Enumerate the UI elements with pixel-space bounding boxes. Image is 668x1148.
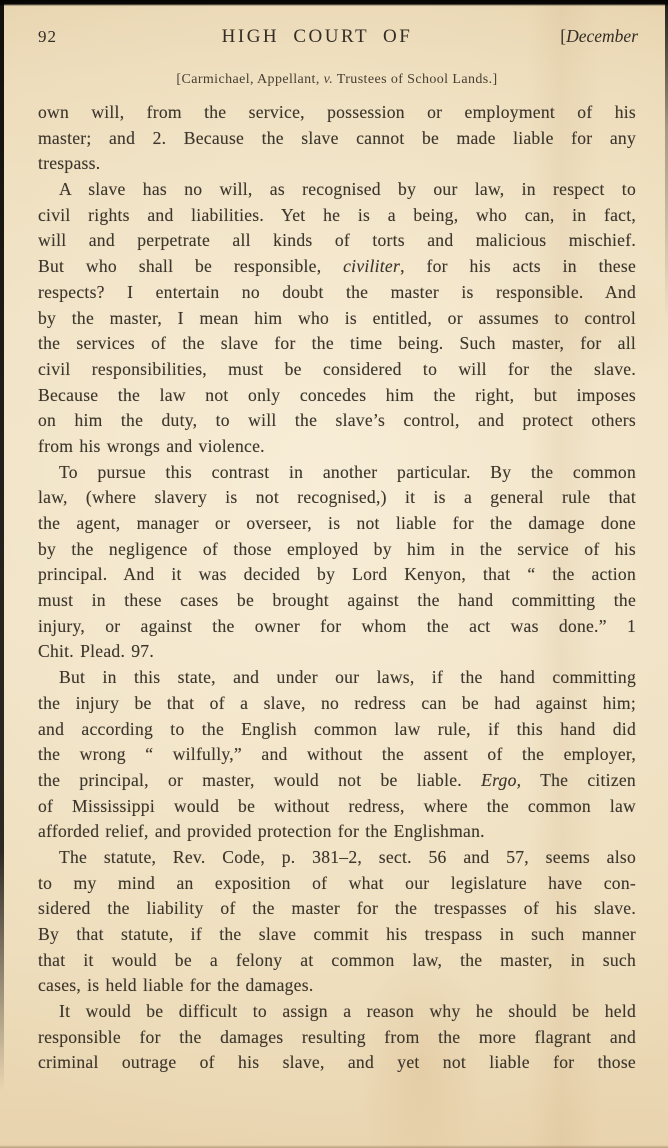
- text-segment: the wrong “ wilfully,” and without the assent of the employer,: [38, 744, 636, 765]
- italic-text: v.: [323, 72, 334, 87]
- text-segment: must in these cases be brought against the hand committing the: [38, 590, 636, 611]
- text-segment: the services of the slave for the time being. Such master, for all: [38, 333, 636, 354]
- text-line: [38, 511, 636, 537]
- text-segment: But who shall be responsible,: [38, 256, 344, 277]
- paragraph: [38, 845, 636, 999]
- text-line: [38, 1025, 636, 1051]
- text-segment: respects? I entertain no doubt the master is responsible. And: [38, 281, 636, 302]
- text-line: [38, 280, 636, 306]
- text-line: [38, 383, 636, 409]
- text-segment: The citizen: [521, 769, 636, 790]
- text-segment: trespass.: [38, 153, 101, 174]
- text-line: [38, 768, 636, 794]
- text-line: [38, 845, 636, 871]
- paragraph: [38, 999, 636, 1076]
- text-line: [38, 999, 636, 1025]
- text-line: [38, 100, 636, 126]
- text-line: [38, 1050, 636, 1076]
- text-line: [38, 485, 636, 511]
- text-line: [38, 537, 636, 563]
- text-segment: principal. And it was decided by Lord Kenyon, that “ the action: [38, 564, 636, 585]
- text-segment: injury, or against the owner for whom the act was done.” 1: [38, 615, 636, 636]
- text-line: [38, 434, 636, 460]
- text-segment: on him the duty, to will the slave’s control, and protect others: [38, 410, 636, 431]
- text-segment: the principal, or master, would not be liable.: [38, 769, 482, 790]
- text-segment: cases, is held liable for the damages.: [38, 975, 314, 996]
- text-line: [38, 254, 636, 280]
- paragraph: [38, 665, 636, 845]
- text-line: [38, 871, 636, 897]
- text-segment: afforded relief, and provided protection for the Englishman.: [38, 821, 485, 842]
- text-line: [38, 460, 636, 486]
- text-segment: sidered the liability of the master for the trespasses of his slave.: [38, 898, 636, 919]
- text-segment: To pursue this contrast in another particular. By the common: [59, 461, 636, 482]
- text-segment: criminal outrage of his slave, and yet not liable for those: [38, 1052, 636, 1073]
- text-segment: responsible for the damages resulting from the more flagrant and: [38, 1026, 636, 1047]
- text-line: [38, 973, 636, 999]
- text-segment: But in this state, and under our laws, if the hand committing: [59, 667, 636, 688]
- text-segment: Trustees of School Lands.]: [333, 72, 498, 87]
- date-marker: [534, 26, 638, 47]
- text-segment: by the master, I mean him who is entitled, or assumes to control: [38, 307, 636, 328]
- text-line: [38, 742, 636, 768]
- text-segment: by the negligence of those employed by him in the service of his: [38, 538, 636, 559]
- text-line: [38, 691, 636, 717]
- text-segment: [: [560, 26, 567, 46]
- scan-edge-left: [0, 0, 4, 1091]
- text-line: [38, 665, 636, 691]
- text-segment: law, (where slavery is not recognised,) it is a general rule that: [38, 487, 636, 508]
- text-segment: A slave has no will, as recognised by our law, in respect to: [59, 179, 636, 200]
- text-line: [38, 896, 636, 922]
- text-line: [38, 922, 636, 948]
- text-line: [38, 331, 636, 357]
- text-segment: Because the law not only concedes him the right, but imposes: [38, 384, 636, 405]
- text-segment: [Carmichael, Appellant,: [176, 72, 324, 87]
- scan-edge-top: [0, 0, 668, 6]
- text-segment: By that statute, if the slave commit his trespass in such manner: [38, 924, 636, 944]
- text-segment: that it would be a felony at common law, the master, in such: [38, 949, 636, 970]
- text-line: [38, 177, 636, 203]
- italic-text: civiliter: [343, 256, 401, 277]
- text-segment: the agent, manager or overseer, is not liable for the damage done: [38, 513, 636, 533]
- text-line: [38, 408, 636, 434]
- case-caption: [38, 72, 636, 88]
- italic-text: December: [566, 26, 638, 46]
- text-line: [38, 588, 636, 614]
- text-segment: , for his acts in these: [400, 256, 636, 277]
- text-segment: own will, from the service, possession or employment of his: [38, 102, 636, 122]
- text-line: [38, 948, 636, 974]
- paragraph: [38, 460, 636, 666]
- text-line: [38, 151, 636, 177]
- text-segment: civil rights and liabilities. Yet he is a being, who can, in fact,: [38, 204, 636, 225]
- italic-text: Ergo,: [481, 769, 522, 790]
- text-segment: the injury be that of a slave, no redress can be had against him;: [38, 692, 636, 713]
- text-segment: The statute, Rev. Code, p. 381–2, sect. 56 and 57, seems also: [59, 846, 636, 867]
- text-segment: will and perpetrate all kinds of torts and malicious mischief.: [38, 230, 636, 251]
- text-segment: civil responsibilities, must be considered to will for the slave.: [38, 358, 636, 379]
- text-line: [38, 357, 636, 383]
- text-segment: from his wrongs and violence.: [38, 435, 265, 456]
- text-line: [38, 306, 636, 332]
- text-segment: It would be difficult to assign a reason why he should be held: [59, 1001, 636, 1022]
- text-line: [38, 228, 636, 254]
- text-line: [38, 126, 636, 152]
- paragraph: [38, 100, 636, 177]
- text-line: [38, 614, 636, 640]
- text-segment: to my mind an exposition of what our legislature have con-: [38, 872, 636, 893]
- text-line: [38, 639, 636, 665]
- text-line: [38, 717, 636, 743]
- page-number: 92: [38, 27, 57, 46]
- body-text: [38, 100, 636, 1076]
- text-segment: master; and 2. Because the slave cannot be made liable for any: [38, 127, 636, 148]
- text-line: [38, 562, 636, 588]
- text-segment: and according to the English common law rule, if this hand did: [38, 718, 636, 739]
- text-segment: of Mississippi would be without redress, where the common law: [38, 795, 636, 816]
- text-line: [38, 203, 636, 229]
- paragraph: [38, 177, 636, 460]
- text-line: [38, 819, 636, 845]
- running-title: HIGH COURT OF: [221, 26, 413, 47]
- text-line: [38, 794, 636, 820]
- text-segment: Chit. Plead. 97.: [38, 641, 154, 662]
- page-header: [38, 26, 638, 48]
